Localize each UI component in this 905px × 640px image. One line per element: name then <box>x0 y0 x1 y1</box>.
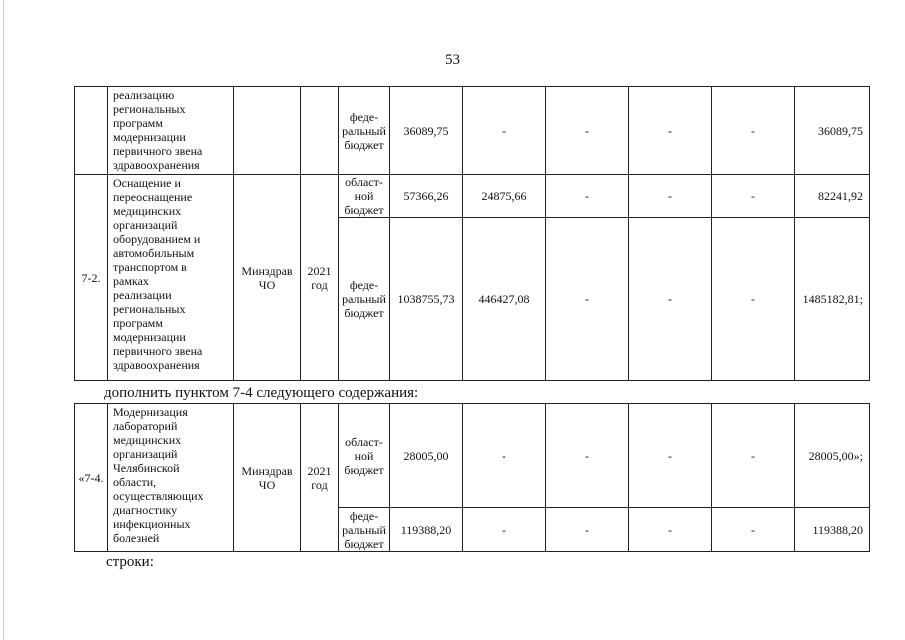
amount-cell: - <box>546 87 629 175</box>
scan-margin-line <box>3 0 4 640</box>
measure-name: Модернизация лабораторий медицинских организаций Челябинской области, осуществляющих диагностику инфекционных болезней <box>108 404 234 552</box>
total-cell: 1485182,81; <box>795 218 870 381</box>
budget-table-1 <box>74 86 870 381</box>
table-row <box>75 87 870 175</box>
amount-cell: 24875,66 <box>463 175 546 218</box>
total-cell: 36089,75 <box>795 87 870 175</box>
row-number: 7-2. <box>75 175 108 381</box>
amendment-paragraph: дополнить пунктом 7-4 следующего содержания: <box>104 385 419 401</box>
amount-cell: - <box>712 175 795 218</box>
row-number <box>75 87 108 175</box>
amount-cell: - <box>629 175 712 218</box>
page-number: 53 <box>445 52 460 68</box>
amount-cell: - <box>712 87 795 175</box>
total-cell: 82241,92 <box>795 175 870 218</box>
amount-cell: - <box>546 404 629 508</box>
table-row <box>75 175 870 218</box>
funding-source: феде- ральный бюджет <box>339 508 390 552</box>
amount-cell: - <box>463 87 546 175</box>
amount-cell: - <box>546 508 629 552</box>
budget-table-2 <box>74 403 870 552</box>
amount-cell: - <box>629 218 712 381</box>
total-cell: 119388,20 <box>795 508 870 552</box>
total-cell: 28005,00»; <box>795 404 870 508</box>
amount-cell: - <box>712 218 795 381</box>
amount-cell: - <box>629 404 712 508</box>
amount-cell: 36089,75 <box>390 87 463 175</box>
funding-source: област- ной бюджет <box>339 175 390 218</box>
amount-cell: 1038755,73 <box>390 218 463 381</box>
year-cell: 2021 год <box>301 404 339 552</box>
amount-cell: - <box>546 218 629 381</box>
year-cell <box>301 87 339 175</box>
amount-cell: 119388,20 <box>390 508 463 552</box>
table-row <box>75 404 870 508</box>
amount-cell: - <box>546 175 629 218</box>
row-number: «7-4. <box>75 404 108 552</box>
amount-cell: 446427,08 <box>463 218 546 381</box>
amount-cell: 57366,26 <box>390 175 463 218</box>
funding-source: област- ной бюджет <box>339 404 390 508</box>
measure-name: Оснащение и переоснащение медицинских организаций оборудованием и автомобильным транспортом в рамках реализации региональных программ модернизации первичного звена здравоохранения <box>108 175 234 381</box>
funding-source: феде- ральный бюджет <box>339 87 390 175</box>
amount-cell: - <box>463 404 546 508</box>
funding-source: феде- ральный бюджет <box>339 218 390 381</box>
amount-cell: - <box>712 508 795 552</box>
amount-cell: 28005,00 <box>390 404 463 508</box>
amount-cell: - <box>629 508 712 552</box>
amount-cell: - <box>629 87 712 175</box>
executor-cell <box>234 87 301 175</box>
amount-cell: - <box>463 508 546 552</box>
rows-heading: строки: <box>106 554 154 570</box>
executor-cell: Минздрав ЧО <box>234 175 301 381</box>
year-cell: 2021 год <box>301 175 339 381</box>
executor-cell: Минздрав ЧО <box>234 404 301 552</box>
measure-name: реализацию региональных программ модернизации первичного звена здравоохранения <box>108 87 234 175</box>
amount-cell: - <box>712 404 795 508</box>
